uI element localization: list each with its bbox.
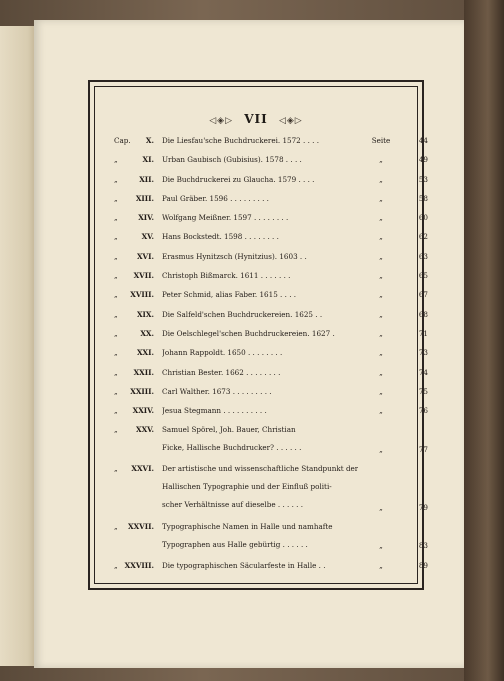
chapter-prefix: „ <box>114 386 118 396</box>
chapter-title: Urban Gaubisch (Gubisius). 1578 . . . . <box>162 155 302 165</box>
page-label: „ <box>379 232 383 242</box>
toc-entry <box>114 290 428 309</box>
chapter-title: Erasmus Hynitzsch (Hynitzius). 1603 . . <box>162 251 307 261</box>
toc-entry <box>114 425 428 464</box>
chapter-title: Jesua Stegmann . . . . . . . . . . <box>162 406 267 416</box>
chapter-title: Christian Bester. 1662 . . . . . . . . <box>162 367 281 377</box>
chapter-title-line1: Typographische Namen in Halle und namhafte <box>162 521 333 531</box>
chapter-prefix: „ <box>114 155 118 165</box>
chapter-numeral: XIV. <box>138 213 154 223</box>
chapter-number <box>114 232 154 241</box>
page-label: „ <box>379 309 383 319</box>
chapter-numeral: XVIII. <box>130 290 154 300</box>
toc-entry <box>114 194 428 213</box>
toc-entry <box>114 464 428 522</box>
page-label: „ <box>379 406 383 416</box>
chapter-numeral: XXVI. <box>131 464 154 474</box>
chapter-title: Hans Bockstedt. 1598 . . . . . . . . <box>162 232 279 242</box>
toc-entry <box>114 232 428 251</box>
chapter-number <box>114 290 154 299</box>
chapter-number <box>114 368 154 377</box>
toc-entry <box>114 561 428 580</box>
page-label: „ <box>379 174 383 184</box>
page-ref: 49 <box>418 155 428 165</box>
chapter-number <box>114 213 154 222</box>
chapter-title: Christoph Bißmarck. 1611 . . . . . . . <box>162 271 291 281</box>
chapter-title: Die Oelschlegel'schen Buchdruckereien. 1627 . <box>162 328 335 338</box>
page-ref: 79 <box>418 502 428 512</box>
chapter-number <box>114 252 154 261</box>
chapter-numeral: XVII. <box>133 271 154 281</box>
page-ref: 58 <box>418 193 428 203</box>
page-ref: 65 <box>418 271 428 281</box>
chapter-number <box>114 464 154 473</box>
page-ref: 60 <box>418 213 428 223</box>
chapter-title-line1: Die typographischen Säcularfeste in Halle . . <box>162 560 326 570</box>
toc-entry <box>114 271 428 290</box>
chapter-numeral: XVI. <box>136 251 154 261</box>
page-label: Seite <box>371 136 391 145</box>
chapter-prefix: „ <box>114 367 118 377</box>
chapter-prefix: Cap. <box>114 136 131 145</box>
page-ref: 73 <box>418 348 428 358</box>
chapter-prefix: „ <box>114 406 118 416</box>
toc-entry <box>114 155 428 174</box>
chapter-prefix: „ <box>114 290 118 300</box>
page-ref: 76 <box>418 406 428 416</box>
page-ref: 68 <box>418 309 428 319</box>
chapter-numeral: XXVIII. <box>124 560 154 570</box>
chapter-title: Wolfgang Meißner. 1597 . . . . . . . . <box>162 213 289 223</box>
chapter-numeral: XV. <box>141 232 154 242</box>
page-label: „ <box>379 541 383 551</box>
page-label: „ <box>379 386 383 396</box>
chapter-title: Die Buchdruckerei zu Glaucha. 1579 . . . . <box>162 174 315 184</box>
chapter-numeral: XXI. <box>136 348 154 358</box>
chapter-number <box>114 175 154 184</box>
chapter-numeral: XII. <box>139 174 154 184</box>
chapter-title: Carl Walther. 1673 . . . . . . . . . <box>162 386 272 396</box>
page-ref: 74 <box>418 367 428 377</box>
page-label: „ <box>379 328 383 338</box>
chapter-prefix: „ <box>114 213 118 223</box>
chapter-numeral: XX. <box>140 328 154 338</box>
page-label: „ <box>379 367 383 377</box>
chapter-title-line2: Hallischen Typographie und der Einfluß politi- <box>162 482 332 492</box>
chapter-prefix: „ <box>114 560 118 570</box>
chapter-title-line1: Samuel Spörel, Joh. Bauer, Christian <box>162 425 296 435</box>
page-label: „ <box>379 213 383 223</box>
chapter-prefix: „ <box>114 271 118 281</box>
chapter-title-line3: scher Verhältnisse auf dieselbe . . . . . . <box>162 500 304 510</box>
page-ref: 89 <box>418 560 428 570</box>
toc-frame <box>88 80 428 590</box>
page-label: „ <box>379 502 383 512</box>
chapter-title: Die Salfeld'schen Buchdruckereien. 1625 . . <box>162 309 323 319</box>
chapter-prefix: „ <box>114 348 118 358</box>
page-ref: 62 <box>418 232 428 242</box>
chapter-number <box>114 522 154 531</box>
chapter-number <box>114 329 154 338</box>
chapter-number <box>114 136 154 145</box>
chapter-numeral: XXII. <box>133 367 154 377</box>
chapter-numeral: X. <box>145 136 154 145</box>
chapter-numeral: XXVII. <box>128 521 154 531</box>
page-ref: 71 <box>418 328 428 338</box>
chapter-numeral: XXV. <box>136 425 154 435</box>
page-label: „ <box>379 193 383 203</box>
book-page <box>34 20 464 668</box>
chapter-prefix: „ <box>114 425 118 435</box>
chapter-numeral: XIII. <box>135 193 154 203</box>
chapter-title-line2: Ficke, Hallische Buchdrucker? . . . . . . <box>162 443 302 453</box>
cover-edge <box>464 0 504 681</box>
chapter-numeral: XXIII. <box>130 386 154 396</box>
chapter-numeral: XXIV. <box>132 406 154 416</box>
chapter-prefix: „ <box>114 232 118 242</box>
chapter-title: Paul Gräber. 1596 . . . . . . . . . <box>162 193 269 203</box>
page-label: „ <box>379 560 383 570</box>
chapter-prefix: „ <box>114 328 118 338</box>
chapter-prefix: „ <box>114 193 118 203</box>
chapter-title: Peter Schmid, alias Faber. 1615 . . . . <box>162 290 297 300</box>
chapter-prefix: „ <box>114 174 118 184</box>
chapter-number <box>114 348 154 357</box>
page-ref: 83 <box>418 541 428 551</box>
chapter-numeral: XI. <box>142 155 154 165</box>
page-ref: 67 <box>418 290 428 300</box>
toc-entry <box>114 522 428 561</box>
toc-entry <box>114 329 428 348</box>
chapter-title: Johann Rappoldt. 1650 . . . . . . . . <box>162 348 283 358</box>
chapter-number <box>114 387 154 396</box>
chapter-number <box>114 271 154 280</box>
page-label: „ <box>379 155 383 165</box>
page-label: „ <box>379 348 383 358</box>
page-label: „ <box>379 290 383 300</box>
page-label: „ <box>379 271 383 281</box>
page-ref: 77 <box>418 444 428 454</box>
toc-entry <box>114 387 428 406</box>
chapter-prefix: „ <box>114 309 118 319</box>
page-ref: 63 <box>418 251 428 261</box>
toc-list <box>114 136 428 580</box>
toc-entry <box>114 348 428 367</box>
toc-entry <box>114 310 428 329</box>
toc-entry <box>114 368 428 387</box>
chapter-title-line2: Typographen aus Halle gebürtig . . . . . . <box>162 539 308 549</box>
toc-entry <box>114 136 428 155</box>
page-header <box>90 112 422 126</box>
chapter-number <box>114 310 154 319</box>
page-label: „ <box>379 444 383 454</box>
toc-entry <box>114 175 428 194</box>
chapter-prefix: „ <box>114 251 118 261</box>
ornament-left-icon: ◁◈▷ <box>209 116 234 126</box>
toc-entry <box>114 406 428 425</box>
page-ref: 53 <box>418 174 428 184</box>
chapter-number <box>114 194 154 203</box>
chapter-prefix: „ <box>114 464 118 474</box>
page-ref: 44 <box>418 136 428 145</box>
chapter-title-line1: Der artistische und wissenschaftliche Standpunkt der <box>162 464 358 474</box>
chapter-title: Die Liesfau'sche Buchdruckerei. 1572 . . . . <box>162 136 320 145</box>
chapter-numeral: XIX. <box>136 309 154 319</box>
chapter-number <box>114 425 154 434</box>
page-label: „ <box>379 251 383 261</box>
toc-entry <box>114 213 428 232</box>
chapter-number <box>114 406 154 415</box>
toc-entry <box>114 252 428 271</box>
page-number: VII <box>244 112 268 126</box>
ornament-right-icon: ◁◈▷ <box>278 116 303 126</box>
page-ref: 75 <box>418 386 428 396</box>
chapter-prefix: „ <box>114 521 118 531</box>
chapter-number <box>114 561 154 570</box>
chapter-number <box>114 155 154 164</box>
